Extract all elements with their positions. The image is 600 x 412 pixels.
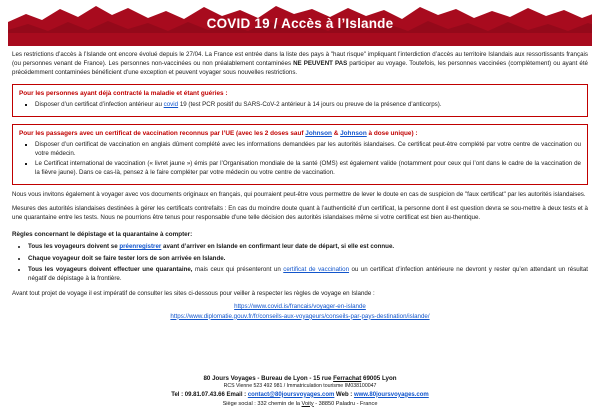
covid-link[interactable]: covid: [163, 101, 179, 109]
footer-legal-pre: Siège social : 332 chemin de la: [222, 400, 302, 407]
list-item: [28, 243, 588, 252]
item-text-post: 19 (test PCR positif du SARS-CoV-2 antérieur à 14 jours ou preuve de la présence d’anticorps).: [178, 101, 442, 109]
item-text-pre: Disposer d’un certificat d’infection antérieur au: [35, 101, 164, 109]
intro-text-1: Les restrictions d’accès à l’Islande ont encore évolué depuis le 27/04. La France est entrée dans la liste des pays à "haut risque" impliquant l’interdiction d’accès au territoire Islandais aux ressortissants français (ou personnes venant de France). Les personnes non-vaccinées ou non préalablement contaminées: [12, 51, 588, 67]
rule-text-post: avant d’arriver en Islande en confirmant leur date de départ, si elle est connue.: [161, 242, 395, 250]
list-item: [28, 255, 588, 264]
footer-registration: RCS Vienne 523 492 981 / Immatriculation tourisme IM038100047: [223, 382, 377, 389]
vaccination-certificate-link[interactable]: certificat de vaccination: [283, 266, 350, 274]
footer-legal-underlined: Voity: [301, 400, 314, 407]
list-item: ▪ Disposer d’un certificat de vaccination en anglais dûment complété avec les informations demandées par les autorités islandaises. Ce certificat peut-être complété par votre centre de vaccination ou votre médecin.: [35, 141, 581, 159]
page-title: COVID 19 / Accès à l’Islande: [206, 16, 394, 31]
johnson-link-2[interactable]: Johnson: [340, 130, 367, 138]
document-footer: [0, 374, 600, 408]
intro-paragraph: [12, 51, 588, 77]
footer-street-link: Ferrachat: [333, 374, 362, 382]
footer-legal-address: [0, 400, 600, 408]
title-amp: &: [331, 130, 341, 138]
closing-paragraph: Avant tout projet de voyage il est impératif de consulter les sites ci-dessous pour veiller à respecter les règles de voyage en Islande :: [12, 290, 375, 298]
intro-bold-1: NE PEUVENT PAS: [293, 59, 348, 67]
preregister-link[interactable]: préenregistrer: [119, 242, 162, 250]
diplomatie-gouv-link[interactable]: https://www.diplomatie.gouv.fr/fr/conseils-aux-voyageurs/conseils-par-pays-destination/islande/: [170, 312, 430, 320]
vaccinated-passengers-box: [12, 124, 588, 184]
title-pre: Pour les passagers avec un certificat de vaccination reconnus par l’UE (avec les 2 doses sauf: [19, 130, 306, 138]
counterfeit-measures-paragraph: Mesures des autorités islandaises destinées à gérer les certificats contrefaits : En cas du moindre doute quant à l’authenticité d’un certificat, la personne dont il est question devra se sou-mettre à deux tests et à une quarantaine entre les tests. Nous ne pourrions être tenus pour responsable d’une telle décision des autorités islandaises même si votre certificat est bien au-thentique.: [12, 205, 588, 222]
johnson-link-1[interactable]: Johnson: [305, 130, 332, 138]
footer-email-link[interactable]: contact@80joursvoyages.com: [247, 391, 335, 398]
intro-text-2: participer au voyage. Toutefois, les personnes vaccinées (complètement) ou ayant été précédemment contaminées bénéficient d’une exception et peuvent voyager sous nouvelles restrictions.: [12, 59, 588, 76]
rules-title: Règles concernant le dépistage et la quarantaine à compter:: [12, 230, 193, 238]
footer-tel-email-pre: Tel : 09.81.07.43.66 Email :: [171, 391, 248, 398]
footer-address-pre: 80 Jours Voyages - Bureau de Lyon - 15 rue: [203, 374, 334, 382]
title-post: à dose unique) :: [366, 130, 418, 138]
recovered-persons-list: [19, 101, 581, 110]
footer-web-mid: Web :: [334, 391, 354, 398]
rule-text-mid: mais ceux qui présenteront un: [192, 266, 284, 274]
header-banner: [8, 0, 592, 46]
footer-website-link[interactable]: www.80joursvoyages.com: [353, 391, 429, 398]
recovered-persons-title: Pour les personnes ayant déjà contracté la maladie et étant guéries :: [19, 90, 228, 98]
covid-is-link[interactable]: https://www.covid.is/francais/voyager-en-islande: [234, 302, 366, 310]
vaccinated-passengers-title: [19, 129, 581, 138]
vaccinated-passengers-list: [19, 141, 581, 177]
reference-links: [12, 303, 588, 322]
original-documents-paragraph: Nous vous invitons également à voyager avec vos documents originaux en français, qui pourraient peut-être vous permettre de lever le doute en cas de suspicion de "faux certificat" par les autorités islandaises.: [12, 190, 586, 198]
rules-list: [12, 243, 588, 284]
document-body: [8, 51, 592, 321]
footer-address-post: 69005 Lyon: [361, 374, 397, 382]
list-item: [28, 266, 588, 284]
footer-legal-post: - 38850 Paladru - France: [313, 400, 378, 407]
footer-contact: [0, 391, 600, 400]
list-item: ▪ Le Certificat international de vaccination (« livret jaune ») émis par l’Organisation mondiale de la santé (OMS) est également valide (notamment pour ceux qui l’ont dans le cadre de la vaccination de la fièvre jaune). Dans ce cas-là, pensez à le faire compléter par votre médecin ou votre centre de vaccination.: [35, 160, 581, 178]
rule-text-post: ou un certificat d’infection antérieure ne devront y rester qu’en attendant un résultat négatif de dépistage à la frontière.: [28, 266, 588, 283]
footer-address: [0, 374, 600, 383]
rule-bold: Chaque voyageur doit se faire tester lors de son arrivée en Islande.: [28, 254, 226, 262]
rule-bold: Tous les voyageurs doivent effectuer une quarantaine,: [28, 266, 193, 274]
recovered-persons-box: [12, 84, 588, 117]
list-item: [35, 101, 581, 110]
rule-text-pre: Tous les voyageurs doivent se: [28, 242, 120, 250]
